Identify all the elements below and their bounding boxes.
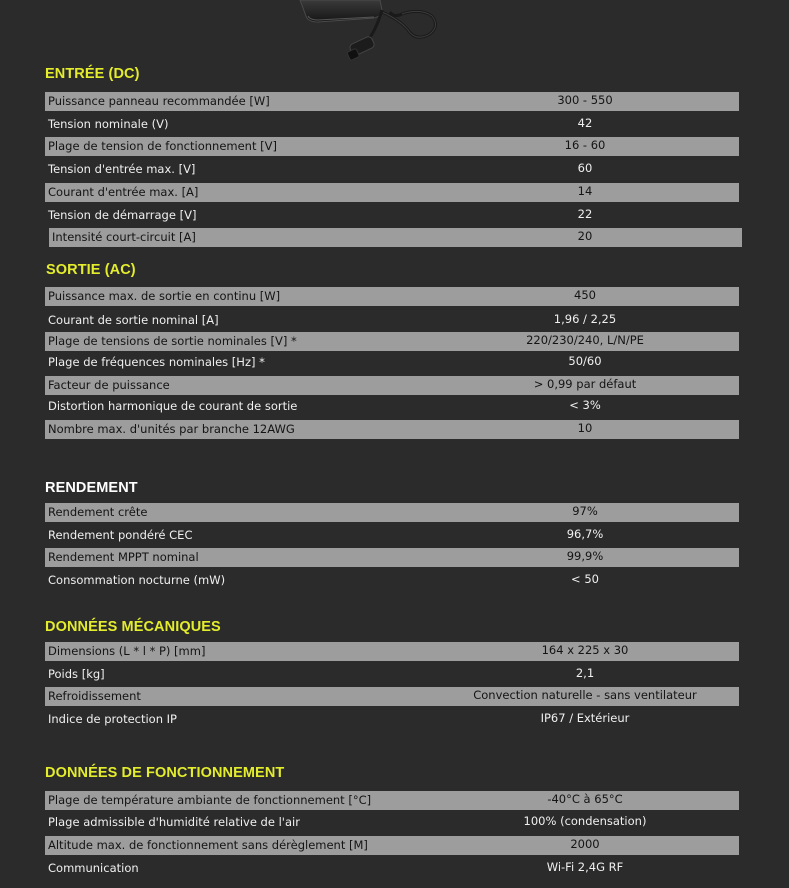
spec-label: Puissance panneau recommandée [W] (48, 94, 270, 108)
spec-label: Plage admissible d'humidité relative de l'air (48, 815, 300, 829)
spec-value: 99,9% (566, 549, 604, 563)
spec-label: Dimensions (L * l * P) [mm] (48, 644, 206, 658)
product-image (290, 0, 490, 62)
spec-label: Refroidissement (48, 689, 141, 703)
spec-value: 1,96 / 2,25 (553, 312, 617, 326)
spec-row (45, 642, 739, 661)
spec-label: Rendement pondéré CEC (48, 528, 193, 542)
spec-label: Intensité court-circuit [A] (52, 230, 196, 244)
spec-row (45, 311, 739, 330)
section-title-donnees-fonctionnement: DONNÉES DE FONCTIONNEMENT (45, 765, 285, 781)
spec-label: Poids [kg] (48, 667, 105, 681)
spec-row (45, 548, 739, 567)
spec-row (45, 813, 739, 832)
spec-value: 96,7% (566, 527, 604, 541)
spec-value: 2,1 (575, 666, 595, 680)
spec-label: Rendement MPPT nominal (48, 550, 199, 564)
section-title-entree-dc: ENTRÉE (DC) (45, 66, 140, 82)
spec-label: Puissance max. de sortie en continu [W] (48, 289, 281, 303)
spec-value: < 3% (569, 398, 601, 412)
spec-value: 164 x 225 x 30 (541, 643, 629, 657)
spec-value: 97% (572, 504, 598, 518)
spec-label: Distortion harmonique de courant de sortie (48, 399, 298, 413)
spec-row (45, 791, 739, 810)
spec-label: Plage de tension de fonctionnement [V] (48, 139, 277, 153)
spec-row (45, 710, 739, 729)
spec-value: Wi-Fi 2,4G RF (546, 860, 624, 874)
spec-row (45, 206, 739, 225)
spec-label: Courant d'entrée max. [A] (48, 185, 199, 199)
spec-value: 300 - 550 (557, 93, 613, 107)
spec-value: 14 (577, 184, 593, 198)
spec-value: 100% (condensation) (523, 814, 647, 828)
spec-label: Tension d'entrée max. [V] (48, 162, 196, 176)
spec-label: Tension de démarrage [V] (48, 208, 197, 222)
spec-row (45, 571, 739, 590)
spec-value: 2000 (570, 837, 600, 851)
section-title-donnees-mecaniques: DONNÉES MÉCANIQUES (45, 619, 221, 635)
spec-label: Indice de protection IP (48, 712, 177, 726)
spec-label: Consommation nocturne (mW) (48, 573, 226, 587)
spec-row (45, 836, 739, 855)
spec-label: Plage de température ambiante de fonctionnement [°C] (48, 793, 372, 807)
spec-row (49, 228, 742, 247)
spec-value: 42 (577, 116, 593, 130)
spec-row (45, 137, 739, 156)
spec-row (45, 160, 739, 179)
spec-value: -40°C à 65°C (547, 792, 623, 806)
spec-value: Convection naturelle - sans ventilateur (473, 688, 697, 702)
section-title-sortie-ac: SORTIE (AC) (46, 262, 136, 278)
spec-row (45, 92, 739, 111)
spec-row (45, 183, 739, 202)
spec-label: Courant de sortie nominal [A] (48, 313, 219, 327)
spec-value: < 50 (571, 572, 599, 586)
spec-label: Communication (48, 861, 139, 875)
spec-row (45, 376, 739, 395)
spec-row (45, 665, 739, 684)
spec-value: 20 (577, 229, 593, 243)
spec-value: 220/230/240, L/N/PE (526, 333, 644, 347)
spec-label: Tension nominale (V) (48, 117, 169, 131)
spec-value: 60 (577, 161, 593, 175)
spec-row (45, 687, 739, 706)
spec-label: Plage de tensions de sortie nominales [V] * (48, 334, 297, 348)
spec-row (45, 397, 739, 416)
spec-row (45, 503, 739, 522)
spec-label: Rendement crête (48, 505, 148, 519)
spec-value: > 0,99 par défaut (533, 377, 637, 391)
section-title-rendement: RENDEMENT (45, 480, 138, 496)
spec-row (45, 287, 739, 306)
spec-row (45, 332, 739, 351)
spec-row (45, 526, 739, 545)
spec-value: IP67 / Extérieur (540, 711, 630, 725)
spec-row (45, 115, 739, 134)
spec-label: Nombre max. d'unités par branche 12AWG (48, 422, 295, 436)
spec-row (45, 859, 739, 878)
spec-value: 10 (577, 421, 593, 435)
spec-label: Facteur de puissance (48, 378, 170, 392)
spec-value: 22 (577, 207, 593, 221)
spec-label: Plage de fréquences nominales [Hz] * (48, 355, 265, 369)
spec-label: Altitude max. de fonctionnement sans dérèglement [M] (48, 838, 368, 852)
spec-value: 16 - 60 (564, 138, 606, 152)
spec-row (45, 420, 739, 439)
spec-row (45, 353, 739, 372)
spec-value: 450 (574, 288, 596, 302)
spec-value: 50/60 (568, 354, 602, 368)
